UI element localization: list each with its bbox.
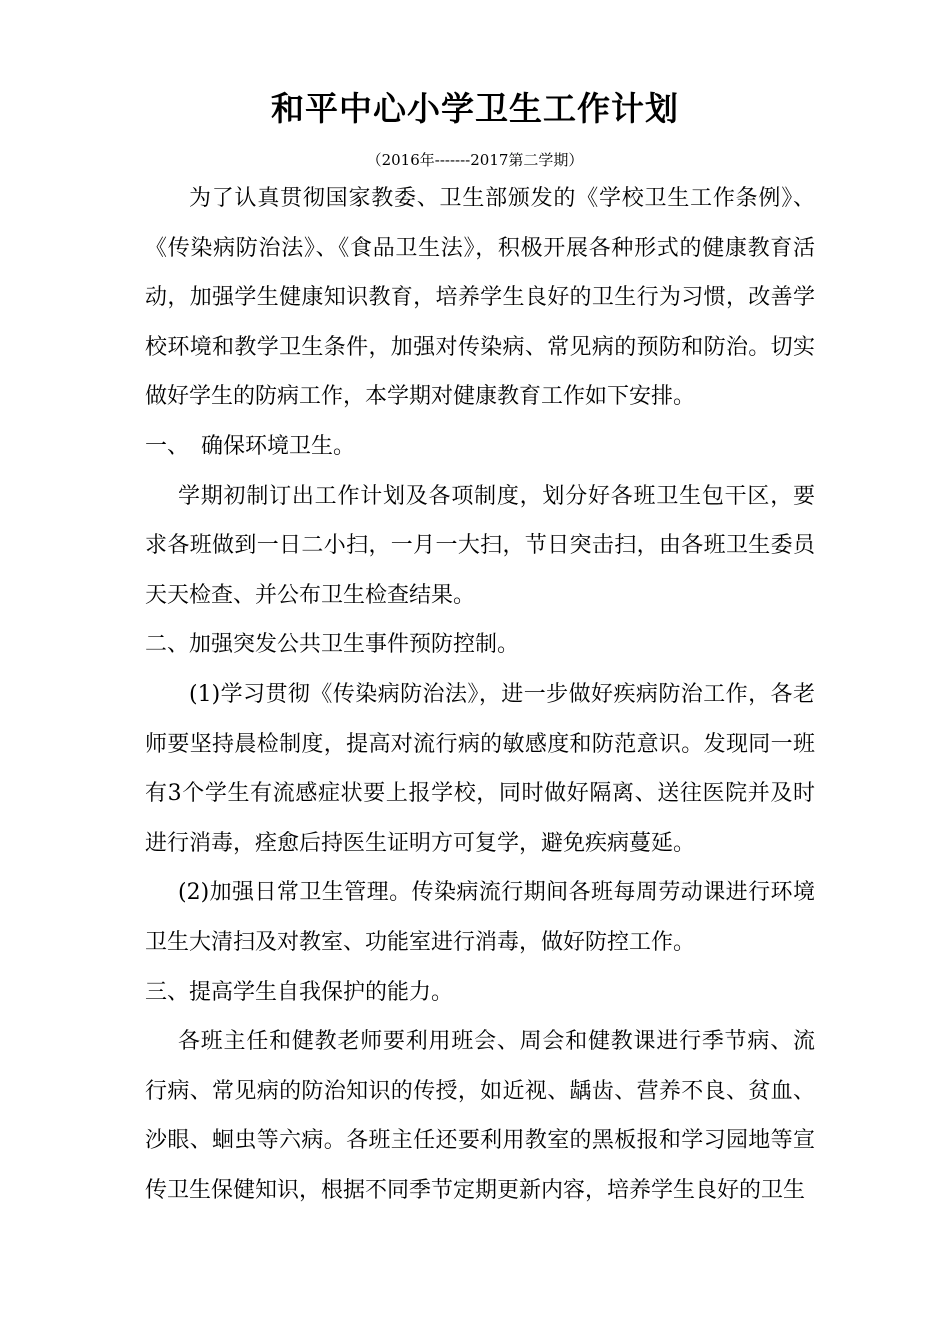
- document-body: [145, 174, 815, 1215]
- document-subtitle: （2016年-------2017第二学期）: [366, 151, 584, 169]
- section-1-number: 一、: [145, 433, 190, 459]
- section-3-heading: 三、提高学生自我保护的能力。: [145, 979, 454, 1005]
- section-2-item-1: (1)学习贯彻《传染病防治法》，进一步做好疾病防治工作，各老师要坚持晨检制度，提高对流行病的敏感度和防范意识。发现同一班有3个学生有流感症状要上报学校，同时做好隔离、送往医院并及时进行消毒，痊愈后持医生证明方可复学，避免疾病蔓延。: [145, 681, 815, 856]
- section-2-item-2: (2)加强日常卫生管理。传染病流行期间各班每周劳动课进行环境卫生大清扫及对教室、功能室进行消毒，做好防控工作。: [145, 880, 815, 955]
- section-3-paragraph: 各班主任和健教老师要利用班会、周会和健教课进行季节病、流行病、常见病的防治知识的传授，如近视、龋齿、营养不良、贫血、沙眼、蛔虫等六病。各班主任还要利用教室的黑板报和学习园地等宣传卫生保健知识，根据不同季节定期更新内容，培养学生良好的卫生: [145, 1029, 815, 1203]
- section-2-heading: 二、加强突发公共卫生事件预防控制。: [145, 632, 520, 658]
- section-1-heading: [145, 422, 815, 472]
- section-1-paragraph: 学期初制订出工作计划及各项制度，划分好各班卫生包干区，要求各班做到一日二小扫，一月一大扫，节日突击扫，由各班卫生委员天天检查、并公布卫生检查结果。: [145, 483, 815, 608]
- document-title: 和平中心小学卫生工作计划: [271, 89, 679, 128]
- section-1-title: 确保环境卫生。: [201, 433, 356, 459]
- intro-paragraph: 为了认真贯彻国家教委、卫生部颁发的《学校卫生工作条例》、《传染病防治法》、《食品卫生法》，积极开展各种形式的健康教育活动，加强学生健康知识教育，培养学生良好的卫生行为习惯，改善学校环境和教学卫生条件，加强对传染病、常见病的预防和防治。切实做好学生的防病工作，本学期对健康教育工作如下安排。: [145, 186, 815, 410]
